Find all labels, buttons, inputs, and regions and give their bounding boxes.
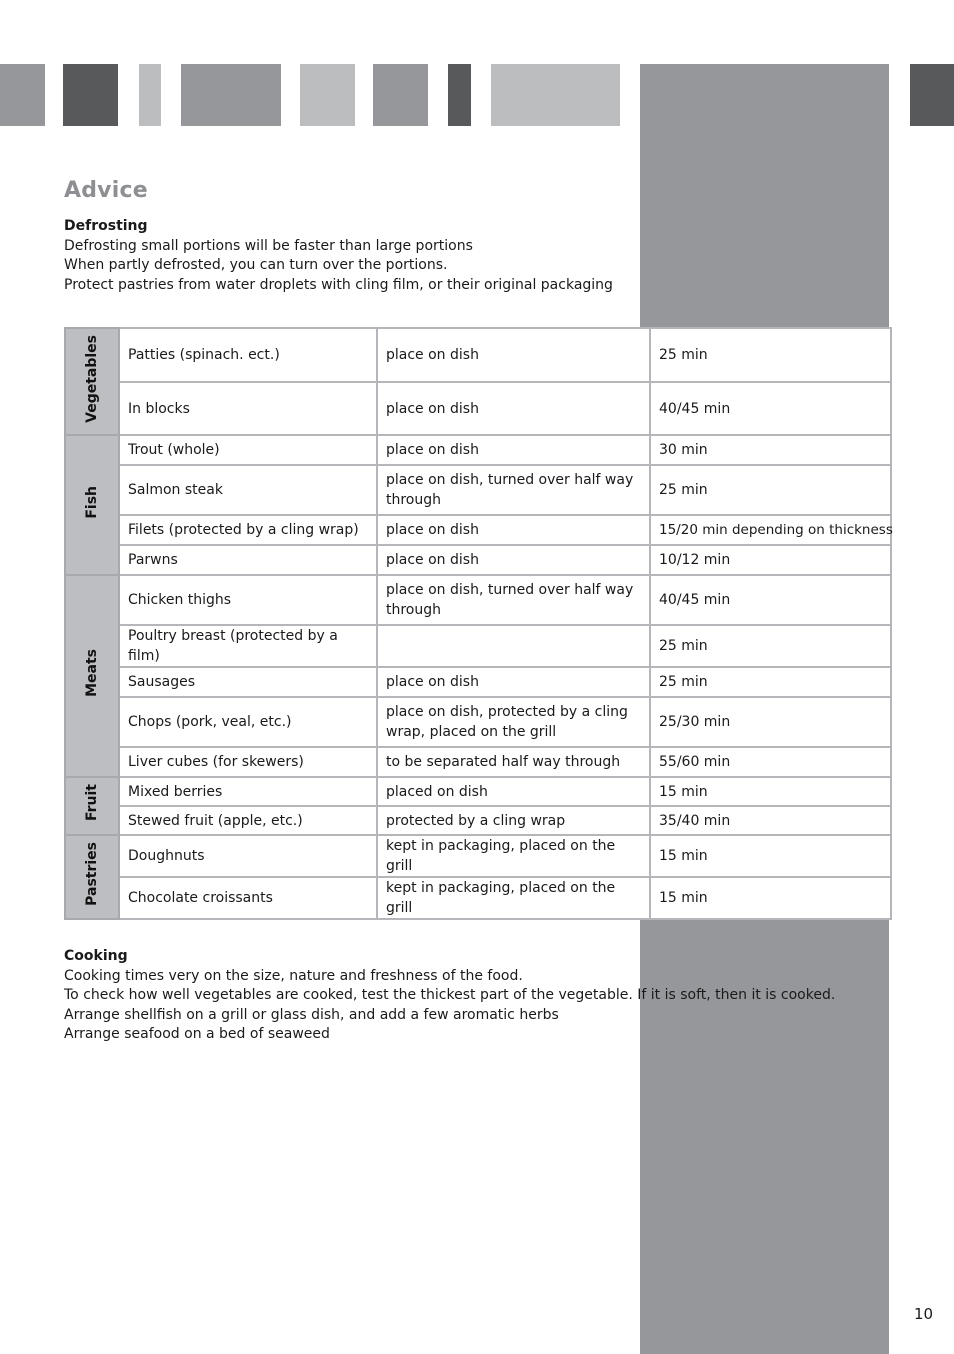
category-label: Fruit — [84, 784, 100, 822]
table-row — [65, 806, 891, 835]
cooking-line: To check how well vegetables are cooked, test the thickest part of the vegetable. If it is soft, then it is cooked. — [64, 987, 836, 1003]
table-row — [65, 575, 891, 625]
category-label: Fish — [84, 485, 100, 519]
method-cell: place on dish — [377, 435, 650, 465]
method-cell: kept in packaging, placed on the grill — [377, 877, 650, 919]
cooking-section — [64, 947, 835, 1045]
time-cell: 30 min — [650, 435, 891, 465]
table-row — [65, 382, 891, 435]
food-cell: Patties (spinach. ect.) — [119, 328, 377, 382]
food-cell: Salmon steak — [119, 465, 377, 515]
method-cell: to be separated half way through — [377, 747, 650, 777]
category-label: Vegetables — [84, 334, 100, 423]
method-cell: place on dish, turned over half way through — [377, 575, 650, 625]
time-cell: 55/60 min — [650, 747, 891, 777]
table-row — [65, 747, 891, 777]
page-number: 10 — [914, 1305, 934, 1323]
table-row — [65, 515, 891, 545]
table-row — [65, 877, 891, 919]
category-label: Meats — [84, 649, 100, 697]
defrosting-table — [64, 327, 892, 920]
time-cell: 40/45 min — [650, 575, 891, 625]
category-cell-fruit — [65, 777, 119, 835]
table-row — [65, 435, 891, 465]
cooking-line: Cooking times very on the size, nature and freshness of the food. — [64, 967, 523, 984]
method-cell: place on dish — [377, 382, 650, 435]
time-cell: 15 min — [650, 835, 891, 877]
method-cell: place on dish — [377, 667, 650, 697]
food-cell: Trout (whole) — [119, 435, 377, 465]
food-cell: Chicken thighs — [119, 575, 377, 625]
food-cell: Poultry breast (protected by a film) — [119, 625, 377, 667]
table-row — [65, 667, 891, 697]
defrosting-line: Protect pastries from water droplets with cling film, or their original packaging — [64, 276, 613, 293]
defrosting-section — [64, 217, 613, 295]
time-cell: 25 min — [650, 625, 891, 667]
category-cell-fish — [65, 435, 119, 575]
defrosting-line: When partly defrosted, you can turn over the portions. — [64, 257, 448, 273]
time-cell: 10/12 min — [650, 545, 891, 575]
method-cell — [377, 625, 650, 667]
method-cell: place on dish — [377, 515, 650, 545]
food-cell: In blocks — [119, 382, 377, 435]
method-cell: place on dish, turned over half way through — [377, 465, 650, 515]
header-bar-9 — [910, 64, 954, 126]
defrosting-heading: Defrosting — [64, 218, 148, 234]
table-row — [65, 328, 891, 382]
food-cell: Mixed berries — [119, 777, 377, 806]
food-cell: Doughnuts — [119, 835, 377, 877]
cooking-line: Arrange seafood on a bed of seaweed — [64, 1026, 330, 1042]
time-cell: 25/30 min — [650, 697, 891, 747]
defrosting-line: Defrosting small portions will be faster than large portions — [64, 237, 473, 254]
method-cell: protected by a cling wrap — [377, 806, 650, 835]
method-cell: place on dish, protected by a cling wrap, placed on the grill — [377, 697, 650, 747]
category-cell-pastries — [65, 835, 119, 919]
category-cell-vegetables — [65, 328, 119, 435]
header-bar-1 — [0, 64, 45, 126]
table-row — [65, 465, 891, 515]
table-row — [65, 625, 891, 667]
time-cell: 40/45 min — [650, 382, 891, 435]
time-cell: 35/40 min — [650, 806, 891, 835]
header-bar-2 — [63, 64, 118, 126]
food-cell: Stewed fruit (apple, etc.) — [119, 806, 377, 835]
cooking-line: Arrange shellfish on a grill or glass dish, and add a few aromatic herbs — [64, 1006, 559, 1023]
method-cell: place on dish — [377, 328, 650, 382]
header-bar-7 — [448, 64, 471, 126]
food-cell: Filets (protected by a cling wrap) — [119, 515, 377, 545]
method-cell: kept in packaging, placed on the grill — [377, 835, 650, 877]
header-bar-4 — [181, 64, 281, 126]
time-cell: 15 min — [650, 877, 891, 919]
header-bar-5 — [300, 64, 355, 126]
header-bar-8 — [491, 64, 620, 126]
time-cell: 15/20 min depending on thickness — [650, 515, 891, 545]
food-cell: Chops (pork, veal, etc.) — [119, 697, 377, 747]
header-bar-3 — [139, 64, 161, 126]
method-cell: placed on dish — [377, 777, 650, 806]
category-cell-meats — [65, 575, 119, 777]
table-row — [65, 545, 891, 575]
side-panel-top — [640, 64, 889, 328]
time-cell: 25 min — [650, 465, 891, 515]
food-cell: Parwns — [119, 545, 377, 575]
page-title: Advice — [64, 178, 148, 203]
time-cell: 25 min — [650, 667, 891, 697]
table-row — [65, 835, 891, 877]
table-row — [65, 697, 891, 747]
food-cell: Chocolate croissants — [119, 877, 377, 919]
cooking-heading: Cooking — [64, 948, 128, 964]
time-cell: 15 min — [650, 777, 891, 806]
table-row — [65, 777, 891, 806]
method-cell: place on dish — [377, 545, 650, 575]
food-cell: Sausages — [119, 667, 377, 697]
header-bar-6 — [373, 64, 428, 126]
food-cell: Liver cubes (for skewers) — [119, 747, 377, 777]
time-cell: 25 min — [650, 328, 891, 382]
category-label: Pastries — [84, 842, 100, 906]
